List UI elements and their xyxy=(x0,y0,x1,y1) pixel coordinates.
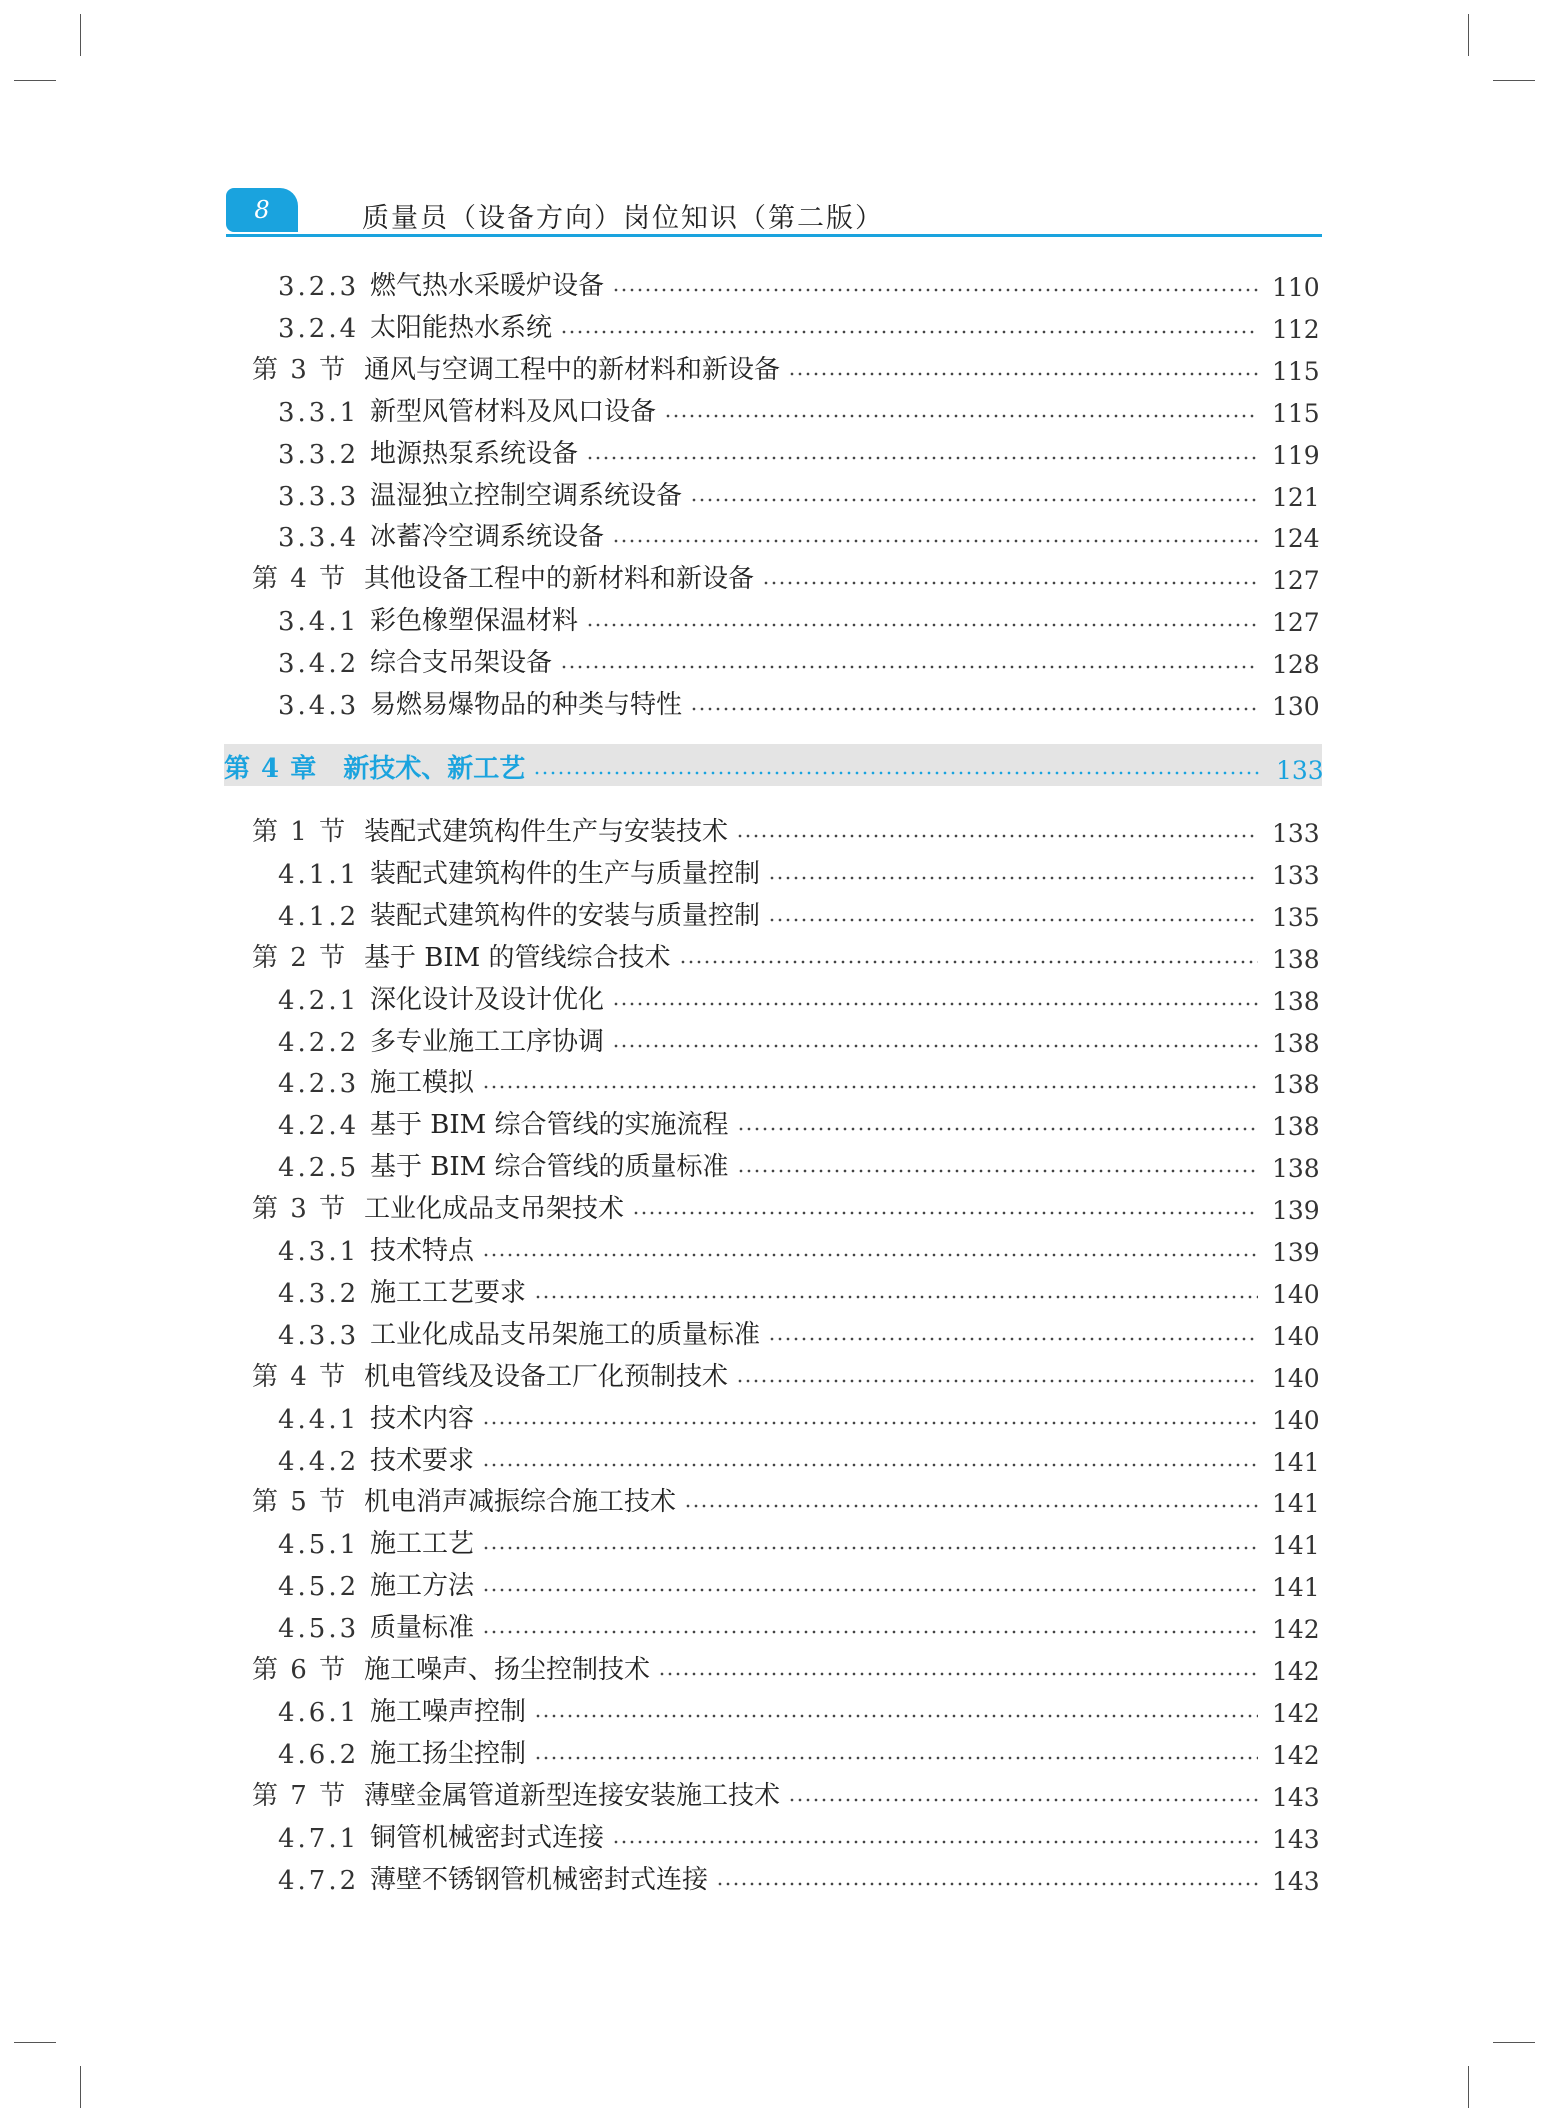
toc-entry-title: 易燃易爆物品的种类与特性 xyxy=(370,690,683,720)
toc-entry-number: 4.5.3 xyxy=(278,1614,360,1644)
crop-mark xyxy=(14,2042,56,2043)
leader-dots xyxy=(762,581,1258,585)
toc-subsection-row[interactable] xyxy=(278,1437,1318,1477)
toc-entry-title: 地源热泵系统设备 xyxy=(370,439,579,469)
toc-subsection-row[interactable] xyxy=(278,1856,1318,1896)
toc-subsection-row[interactable] xyxy=(278,1730,1318,1770)
toc-entry-number: 4.3.1 xyxy=(278,1237,360,1267)
toc-entry-title: 基于 BIM 综合管线的实施流程 xyxy=(370,1110,729,1140)
toc-subsection-row[interactable] xyxy=(278,639,1318,679)
toc-subsection-row[interactable] xyxy=(278,388,1318,428)
toc-subsection-row[interactable] xyxy=(278,1059,1318,1099)
toc-entry-title: 装配式建筑构件生产与安装技术 xyxy=(364,817,729,847)
toc-entry-title: 综合支吊架设备 xyxy=(370,648,553,678)
leader-dots xyxy=(612,1840,1258,1844)
toc-entry-title: 温湿独立控制空调系统设备 xyxy=(370,481,683,511)
toc-entry-page: 112 xyxy=(1272,315,1320,344)
toc-subsection-row[interactable] xyxy=(278,1604,1318,1644)
toc-entry-title: 薄壁不锈钢管机械密封式连接 xyxy=(370,1865,709,1895)
toc-entry-page: 135 xyxy=(1272,903,1320,932)
toc-entry-title: 冰蓄冷空调系统设备 xyxy=(370,522,605,552)
leader-dots xyxy=(560,330,1258,334)
toc-entry-title: 施工工艺 xyxy=(370,1529,475,1559)
toc-subsection-row[interactable] xyxy=(278,1311,1318,1351)
toc-entry-title: 施工方法 xyxy=(370,1571,475,1601)
toc-subsection-row[interactable] xyxy=(278,597,1318,637)
leader-dots xyxy=(679,960,1258,964)
toc-entry-page: 143 xyxy=(1272,1825,1320,1854)
leader-dots xyxy=(768,1337,1258,1341)
toc-entry-title: 太阳能热水系统 xyxy=(370,313,553,343)
toc-entry-number: 4.4.2 xyxy=(278,1447,360,1477)
toc-entry-page: 127 xyxy=(1272,566,1320,595)
toc-entry-page: 141 xyxy=(1272,1489,1320,1518)
leader-dots xyxy=(788,372,1258,376)
leader-dots xyxy=(482,1630,1258,1634)
toc-subsection-row[interactable] xyxy=(278,1688,1318,1728)
toc-section-row[interactable] xyxy=(252,555,1318,595)
toc-entry-number: 第 3 节 xyxy=(252,1194,348,1224)
toc-entry-page: 133 xyxy=(1272,861,1320,890)
leader-dots xyxy=(482,1421,1258,1425)
book-title: 质量员（设备方向）岗位知识（第二版） xyxy=(362,203,884,234)
toc-chapter-row[interactable] xyxy=(224,745,1322,785)
toc-entry-title: 机电消声减振综合施工技术 xyxy=(364,1487,677,1517)
leader-dots xyxy=(560,665,1258,669)
leader-dots xyxy=(768,876,1258,880)
toc-entry-title: 施工噪声控制 xyxy=(370,1697,527,1727)
chapter-title: 新技术、新工艺 xyxy=(343,754,526,784)
leader-dots xyxy=(482,1546,1258,1550)
leader-dots xyxy=(737,1127,1258,1131)
toc-entry-number: 4.2.4 xyxy=(278,1111,360,1141)
toc-subsection-row[interactable] xyxy=(278,1520,1318,1560)
toc-entry-title: 工业化成品支吊架施工的质量标准 xyxy=(370,1320,761,1350)
toc-entry-number: 3.4.2 xyxy=(278,649,360,679)
leader-dots xyxy=(690,498,1258,502)
toc-entry-page: 141 xyxy=(1272,1531,1320,1560)
toc-entry-page: 119 xyxy=(1272,441,1320,470)
toc-subsection-row[interactable] xyxy=(278,1269,1318,1309)
toc-entry-page: 142 xyxy=(1272,1615,1320,1644)
toc-entry-title: 燃气热水采暖炉设备 xyxy=(370,271,605,301)
toc-entry-number: 第 1 节 xyxy=(252,817,348,847)
crop-mark xyxy=(1468,2066,1469,2108)
toc-entry-page: 130 xyxy=(1272,692,1320,721)
header-rule xyxy=(226,234,1322,237)
toc-subsection-row[interactable] xyxy=(278,472,1318,512)
toc-entry-page: 138 xyxy=(1272,987,1320,1016)
toc-entry-number: 4.2.5 xyxy=(278,1153,360,1183)
leader-dots xyxy=(482,1253,1258,1257)
toc-entry-page: 138 xyxy=(1272,1154,1320,1183)
toc-entry-number: 第 4 节 xyxy=(252,564,348,594)
toc-entry-page: 140 xyxy=(1272,1322,1320,1351)
toc-entry-number: 4.4.1 xyxy=(278,1405,360,1435)
leader-dots xyxy=(586,623,1258,627)
toc-entry-title: 技术要求 xyxy=(370,1446,475,1476)
toc-entry-number: 第 3 节 xyxy=(252,355,348,385)
toc-subsection-row[interactable] xyxy=(278,1814,1318,1854)
toc-entry-page: 127 xyxy=(1272,608,1320,637)
toc-entry-number: 第 7 节 xyxy=(252,1781,348,1811)
toc-section-row[interactable] xyxy=(252,934,1318,974)
toc-entry-title: 彩色橡塑保温材料 xyxy=(370,606,579,636)
toc-subsection-row[interactable] xyxy=(278,1018,1318,1058)
leader-dots xyxy=(533,771,1262,775)
toc-entry-title: 基于 BIM 综合管线的质量标准 xyxy=(370,1152,729,1182)
toc-entry-page: 138 xyxy=(1272,1112,1320,1141)
crop-mark xyxy=(1468,14,1469,56)
toc-entry-page: 139 xyxy=(1272,1238,1320,1267)
toc-entry-title: 装配式建筑构件的安装与质量控制 xyxy=(370,901,761,931)
toc-section-row[interactable] xyxy=(252,1646,1318,1686)
toc-entry-page: 138 xyxy=(1272,1029,1320,1058)
toc-entry-number: 第 6 节 xyxy=(252,1655,348,1685)
crop-mark xyxy=(14,80,56,81)
leader-dots xyxy=(737,1169,1258,1173)
toc-entry-page: 140 xyxy=(1272,1364,1320,1393)
leader-dots xyxy=(534,1295,1258,1299)
crop-mark xyxy=(80,2066,81,2108)
crop-mark xyxy=(80,14,81,56)
leader-dots xyxy=(690,707,1258,711)
toc-entry-page: 121 xyxy=(1272,483,1320,512)
toc-entry-number: 4.2.3 xyxy=(278,1069,360,1099)
toc-entry-number: 4.7.1 xyxy=(278,1824,360,1854)
toc-entry-page: 124 xyxy=(1272,524,1320,553)
toc-entry-number: 4.5.2 xyxy=(278,1572,360,1602)
toc-entry-page: 140 xyxy=(1272,1280,1320,1309)
leader-dots xyxy=(788,1798,1258,1802)
toc-entry-title: 铜管机械密封式连接 xyxy=(370,1823,605,1853)
chapter-page: 133 xyxy=(1276,756,1324,785)
toc-subsection-row[interactable] xyxy=(278,262,1318,302)
leader-dots xyxy=(716,1882,1258,1886)
crop-mark xyxy=(1493,80,1535,81)
leader-dots xyxy=(612,1002,1258,1006)
toc-entry-number: 4.2.2 xyxy=(278,1028,360,1058)
page-number-badge: 8 xyxy=(226,188,298,232)
toc-subsection-row[interactable] xyxy=(278,1143,1318,1183)
toc-subsection-row[interactable] xyxy=(278,1562,1318,1602)
toc-entry-number: 4.3.3 xyxy=(278,1321,360,1351)
toc-subsection-row[interactable] xyxy=(278,1227,1318,1267)
crop-mark xyxy=(1493,2042,1535,2043)
toc-subsection-row[interactable] xyxy=(278,1101,1318,1141)
page-header xyxy=(226,188,1322,238)
toc-subsection-row[interactable] xyxy=(278,850,1318,890)
toc-entry-title: 新型风管材料及风口设备 xyxy=(370,397,657,427)
toc-entry-page: 140 xyxy=(1272,1406,1320,1435)
toc-subsection-row[interactable] xyxy=(278,976,1318,1016)
toc-entry-title: 技术特点 xyxy=(370,1236,475,1266)
toc-entry-page: 142 xyxy=(1272,1741,1320,1770)
leader-dots xyxy=(612,539,1258,543)
toc-entry-page: 143 xyxy=(1272,1783,1320,1812)
toc-subsection-row[interactable] xyxy=(278,430,1318,470)
toc-entry-number: 第 2 节 xyxy=(252,943,348,973)
toc-section-row[interactable] xyxy=(252,1478,1318,1518)
toc-subsection-row[interactable] xyxy=(278,513,1318,553)
toc-entry-page: 141 xyxy=(1272,1448,1320,1477)
toc-entry-page: 110 xyxy=(1272,273,1320,302)
toc-entry-page: 138 xyxy=(1272,945,1320,974)
leader-dots xyxy=(684,1504,1258,1508)
toc-section-row[interactable] xyxy=(252,346,1318,386)
toc-entry-number: 4.3.2 xyxy=(278,1279,360,1309)
toc-entry-title: 通风与空调工程中的新材料和新设备 xyxy=(364,355,781,385)
leader-dots xyxy=(612,288,1258,292)
toc-entry-page: 141 xyxy=(1272,1573,1320,1602)
toc-entry-number: 第 5 节 xyxy=(252,1487,348,1517)
toc-entry-title: 基于 BIM 的管线综合技术 xyxy=(364,943,671,973)
leader-dots xyxy=(632,1211,1258,1215)
toc-entry-page: 139 xyxy=(1272,1196,1320,1225)
toc-entry-number: 4.6.2 xyxy=(278,1740,360,1770)
toc-entry-number: 3.3.3 xyxy=(278,482,360,512)
toc-entry-page: 143 xyxy=(1272,1867,1320,1896)
toc-entry-title: 工业化成品支吊架技术 xyxy=(364,1194,625,1224)
leader-dots xyxy=(736,1379,1258,1383)
toc-entry-number: 4.6.1 xyxy=(278,1698,360,1728)
toc-entry-number: 3.3.1 xyxy=(278,398,360,428)
toc-entry-number: 4.2.1 xyxy=(278,986,360,1016)
toc-entry-number: 3.3.4 xyxy=(278,523,360,553)
leader-dots xyxy=(534,1756,1258,1760)
toc-entry-title: 其他设备工程中的新材料和新设备 xyxy=(364,564,755,594)
toc-entry-page: 115 xyxy=(1272,399,1320,428)
toc-entry-page: 138 xyxy=(1272,1070,1320,1099)
toc-entry-number: 3.3.2 xyxy=(278,440,360,470)
toc-entry-title: 多专业施工工序协调 xyxy=(370,1027,605,1057)
leader-dots xyxy=(658,1672,1258,1676)
toc-subsection-row[interactable] xyxy=(278,681,1318,721)
toc-entry-page: 115 xyxy=(1272,357,1320,386)
leader-dots xyxy=(482,1085,1258,1089)
toc-subsection-row[interactable] xyxy=(278,1395,1318,1435)
leader-dots xyxy=(664,414,1258,418)
toc-entry-title: 质量标准 xyxy=(370,1613,475,1643)
toc-section-row[interactable] xyxy=(252,1772,1318,1812)
toc-entry-title: 施工模拟 xyxy=(370,1068,475,1098)
toc-subsection-row[interactable] xyxy=(278,304,1318,344)
toc-entry-number: 3.2.4 xyxy=(278,314,360,344)
leader-dots xyxy=(482,1588,1258,1592)
toc-entry-title: 薄壁金属管道新型连接安装施工技术 xyxy=(364,1781,781,1811)
toc-entry-title: 装配式建筑构件的生产与质量控制 xyxy=(370,859,761,889)
toc-entry-title: 技术内容 xyxy=(370,1404,475,1434)
toc-section-row[interactable] xyxy=(252,1185,1318,1225)
chapter-number: 第 4 章 xyxy=(224,754,318,784)
leader-dots xyxy=(768,918,1258,922)
toc-entry-number: 3.2.3 xyxy=(278,272,360,302)
toc-entry-title: 施工工艺要求 xyxy=(370,1278,527,1308)
leader-dots xyxy=(534,1714,1258,1718)
toc-entry-title: 深化设计及设计优化 xyxy=(370,985,605,1015)
toc-entry-title: 施工噪声、扬尘控制技术 xyxy=(364,1655,651,1685)
leader-dots xyxy=(586,456,1258,460)
toc-subsection-row[interactable] xyxy=(278,892,1318,932)
leader-dots xyxy=(482,1463,1258,1467)
toc-entry-number: 3.4.3 xyxy=(278,691,360,721)
toc-entry-number: 4.5.1 xyxy=(278,1530,360,1560)
toc-entry-number: 4.1.2 xyxy=(278,902,360,932)
toc-section-row[interactable] xyxy=(252,808,1318,848)
toc-entry-page: 142 xyxy=(1272,1699,1320,1728)
toc-entry-number: 第 4 节 xyxy=(252,1362,348,1392)
toc-entry-page: 142 xyxy=(1272,1657,1320,1686)
toc-entry-page: 133 xyxy=(1272,819,1320,848)
toc-entry-number: 3.4.1 xyxy=(278,607,360,637)
toc-entry-number: 4.7.2 xyxy=(278,1866,360,1896)
toc-section-row[interactable] xyxy=(252,1353,1318,1393)
toc-entry-number: 4.1.1 xyxy=(278,860,360,890)
toc-entry-title: 施工扬尘控制 xyxy=(370,1739,527,1769)
leader-dots xyxy=(612,1044,1258,1048)
toc-entry-page: 128 xyxy=(1272,650,1320,679)
leader-dots xyxy=(736,834,1258,838)
toc-entry-title: 机电管线及设备工厂化预制技术 xyxy=(364,1362,729,1392)
